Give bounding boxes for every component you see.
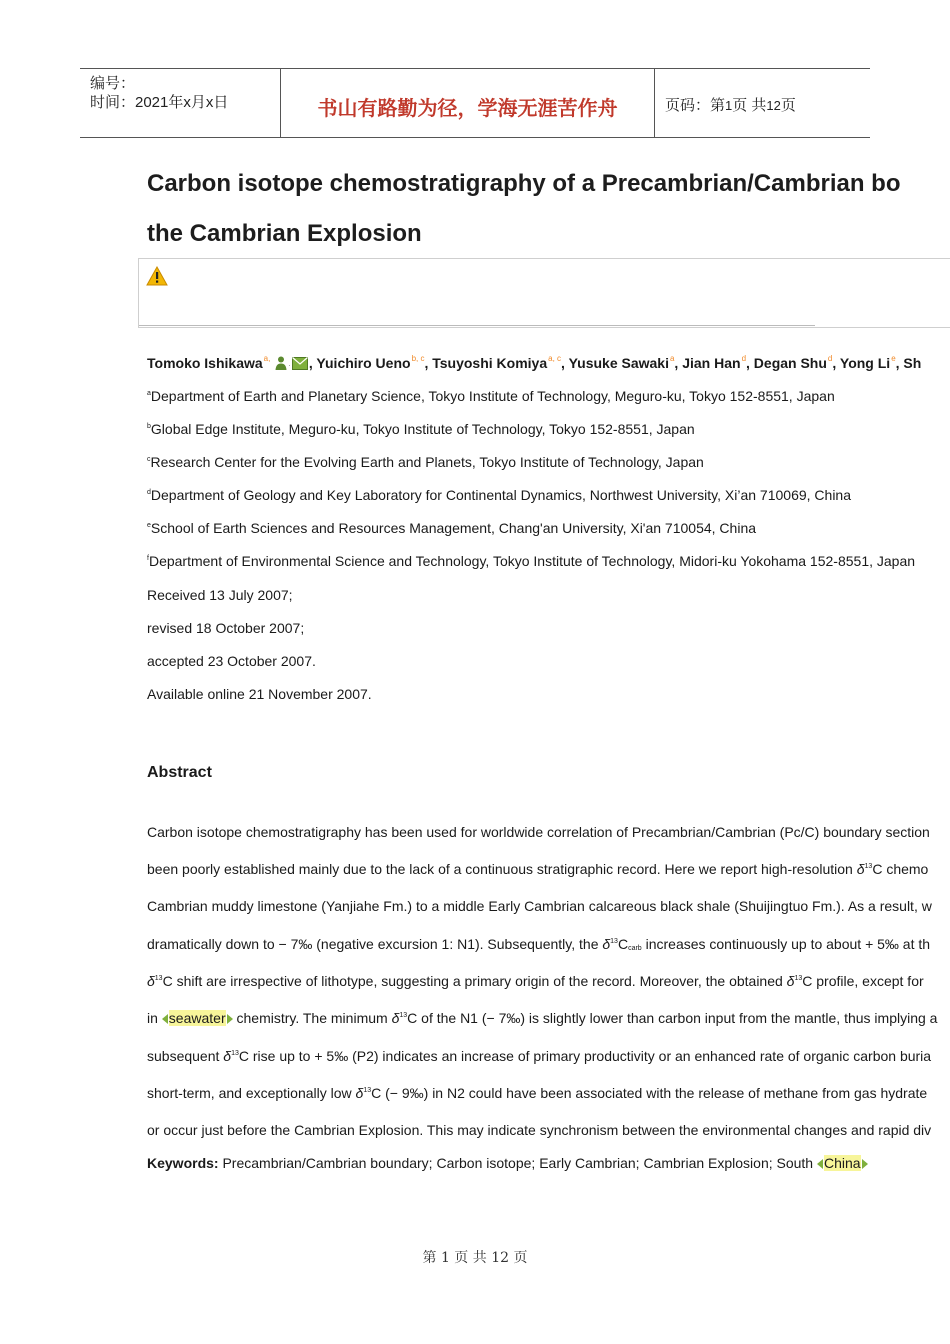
author-list xyxy=(147,354,921,371)
page-number: 1 xyxy=(725,98,733,113)
header-table xyxy=(80,68,870,138)
author-sup: d xyxy=(827,354,833,363)
author-name[interactable]: , Yusuke Sawaki xyxy=(561,355,669,371)
author-name[interactable]: , Yuichiro Ueno xyxy=(308,355,411,371)
abstract-line: or occur just before the Cambrian Explosion. This may indicate synchronism between the environmental changes and rapid div xyxy=(147,1122,932,1138)
abstract-line: $\delta^{13}C$ shift are irrespective of lithotype, suggesting a primary origin of the record. Moreover, the obtained $\delta^{13}C$ profile, except for xyxy=(147,973,924,989)
number-label: 编号： xyxy=(90,75,136,92)
page-prefix: 页码：第 xyxy=(665,97,726,114)
author-name[interactable]: , Tsuyoshi Komiya xyxy=(424,355,548,371)
header-cell-center xyxy=(281,69,655,137)
article-title-line2: the Cambrian Explosion xyxy=(147,220,422,247)
author-sup: e xyxy=(891,354,896,363)
abstract-line: Carbon isotope chemostratigraphy has been used for worldwide correlation of Precambrian/Cambrian (Pc/C) boundary section xyxy=(147,824,930,840)
date-revised: revised 18 October 2007; xyxy=(147,620,305,636)
keywords: Keywords: Precambrian/Cambrian boundary; Carbon isotope; Early Cambrian; Cambrian Explosion; South China xyxy=(147,1155,868,1171)
author-sup: b, c xyxy=(411,354,425,363)
warning-icon xyxy=(146,266,168,286)
keywords-label: Keywords: xyxy=(147,1155,219,1171)
abstract-line: been poorly established mainly due to the lack of a continuous stratigraphic record. Here we report high-resolution $\delta^{13}C$ chemo xyxy=(147,861,929,877)
time-label: 时间：2021年x月x日 xyxy=(90,94,229,111)
abstract-line: dramatically down to − 7‰ (negative excursion 1: N1). Subsequently, the $\delta^{13}C_{carb}$ increases continuously up to about + 5‰ at th xyxy=(147,936,931,952)
header-cell-right xyxy=(655,69,870,137)
affiliation-d: $^d$Department of Geology and Key Laboratory for Continental Dynamics, Northwest University, Xi’an 710069, China xyxy=(147,487,852,503)
author-sup: d xyxy=(741,354,747,363)
affiliation-c: $^c$Research Center for the Evolving Earth and Planets, Tokyo Institute of Technology, Japan xyxy=(147,454,704,470)
abstract-line: in seawater chemistry. The minimum $\delta^{13}C$ of the N1 (− 7‰) is slightly lower than carbon input from the mantle, thus implying a xyxy=(147,1010,938,1026)
highlight-china[interactable]: China xyxy=(817,1155,868,1171)
abstract-line: Cambrian muddy limestone (Yanjiahe Fm.) to a middle Early Cambrian calcareous black shale (Shuijingtuo Fm.). As a result, w xyxy=(147,898,932,914)
author-name[interactable]: , Jian Han xyxy=(674,355,741,371)
affiliation-f: $^f$Department of Environmental Science and Technology, Tokyo Institute of Technology, Midori-ku Yokohama 152-8551, Japan xyxy=(147,553,916,569)
page-total: 12 xyxy=(766,98,781,113)
author-name[interactable]: , Degan Shu xyxy=(746,355,827,371)
abstract-line: short-term, and exceptionally low $\delta^{13}C$ (− 9‰) in N2 could have been associated with the release of methane from gas hydrate xyxy=(147,1085,928,1101)
email-icon[interactable] xyxy=(292,357,308,370)
abstract-line: subsequent $\delta^{13}C$ rise up to + 5‰ (P2) indicates an increase of primary productivity or an enhanced rate of organic carbon buria xyxy=(147,1048,932,1064)
header-motto: 书山有路勤为径，学海无涯苦作舟 xyxy=(317,96,618,120)
icon-separator: · xyxy=(288,361,291,370)
author-profile-icon[interactable] xyxy=(275,356,287,370)
author-name[interactable]: , Yong Li xyxy=(832,355,891,371)
date-available: Available online 21 November 2007. xyxy=(147,686,372,702)
page-indicator xyxy=(665,94,796,115)
abstract-heading: Abstract xyxy=(147,764,212,781)
author-sup: a xyxy=(669,354,675,363)
article-title-line1: Carbon isotope chemostratigraphy of a Precambrian/Cambrian bo xyxy=(147,170,901,197)
highlight-seawater[interactable]: seawater xyxy=(162,1010,233,1026)
page-footer: 第 1 页 共 12 页 xyxy=(422,1250,528,1266)
author-sup: a, xyxy=(263,354,271,363)
author-sup: a, c xyxy=(548,354,562,363)
affiliation-e: $^e$School of Earth Sciences and Resources Management, Chang'an University, Xi'an 710054, China xyxy=(147,520,757,536)
affiliation-a: $^a$Department of Earth and Planetary Science, Tokyo Institute of Technology, Meguro-ku, Tokyo 152-8551, Japan xyxy=(147,388,835,404)
date-accepted: accepted 23 October 2007. xyxy=(147,653,316,669)
author-name[interactable]: , Sh xyxy=(895,355,922,371)
warning-box xyxy=(138,258,950,328)
page-suffix: 页 xyxy=(780,97,796,114)
affiliation-b: $^b$Global Edge Institute, Meguro-ku, Tokyo Institute of Technology, Tokyo 152-8551, Japan xyxy=(147,421,695,437)
date-received: Received 13 July 2007; xyxy=(147,587,293,603)
header-cell-left xyxy=(80,69,281,137)
author-name[interactable]: Tomoko Ishikawa xyxy=(147,355,263,371)
page-mid: 页 共 xyxy=(732,97,767,114)
